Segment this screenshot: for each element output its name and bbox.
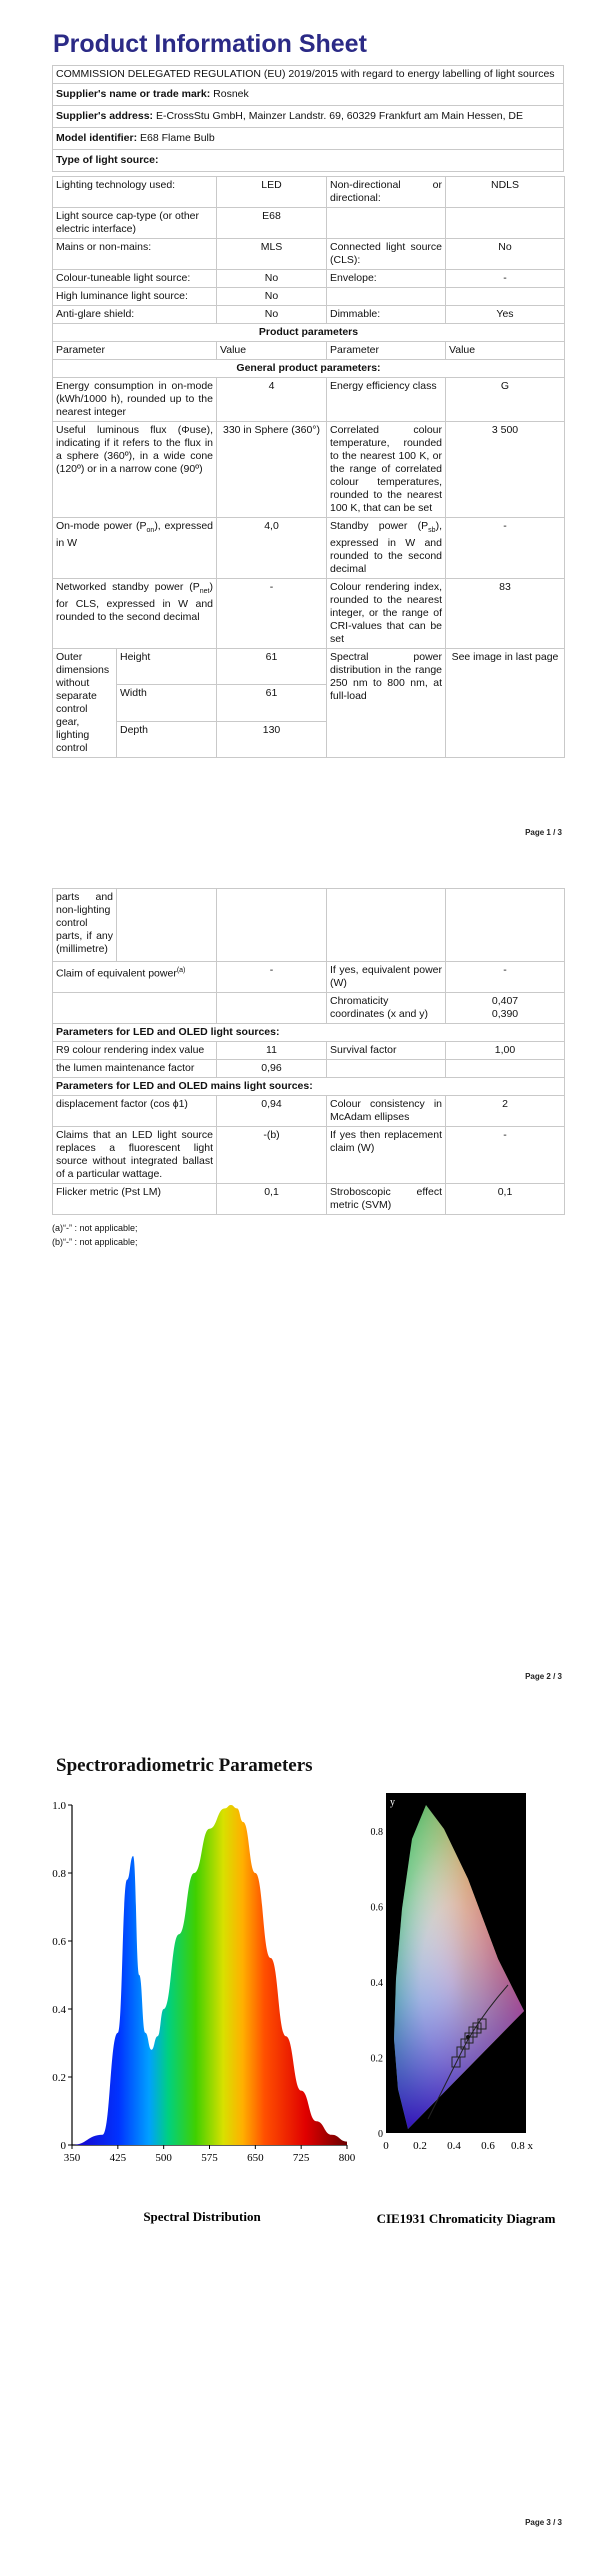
cct-value: 3 500 — [446, 422, 565, 518]
networked-standby-label: Networked standby power $(P_{net})$ for CLS, expressed in W and rounded to the second decimal — [53, 579, 217, 649]
cls-label: Connected light source (CLS): — [327, 239, 446, 270]
cie-x-tick-label: 0.2 — [413, 2140, 427, 2152]
equivalent-power-claim-label: Claim of equivalent power$^{(a)}$ — [53, 962, 217, 993]
cie-x-tick-label: 0.6 — [481, 2140, 495, 2152]
cie-x-tick-label: 0.4 — [447, 2140, 461, 2152]
model-identifier: E68 Flame Bulb — [140, 132, 215, 144]
supplier-name-label: Supplier's name or trade mark: — [56, 88, 211, 100]
spd-y-tick-label: 0.6 — [52, 1936, 66, 1948]
cie-y-tick-label: 0.8 — [370, 1826, 383, 1838]
spd-y-tick-label: 0.2 — [52, 2072, 66, 2084]
cri-value: 83 — [446, 579, 565, 649]
luminous-flux-label: Useful luminous flux (Φuse), indicating if it refers to the flux in a sphere (360º), in a wide cone (120º) or in a narrow cone (90º) — [53, 422, 217, 518]
equivalent-power-claim-value: - — [217, 962, 327, 993]
model-label: Model identifier: — [56, 132, 138, 144]
col-header-parameter: Parameter — [53, 342, 217, 360]
outer-dimensions-label: Outer dimensions without separate control gear, lighting control — [53, 649, 117, 758]
page-number-3: Page 3 / 3 — [525, 2518, 562, 2527]
type-label: Type of light source: — [53, 150, 564, 172]
replacement-claim-label: If yes then replacement claim (W) — [327, 1127, 446, 1184]
width-label: Width — [117, 685, 217, 721]
parameters-table — [52, 176, 565, 758]
directional-label: Non-directional or directional: — [327, 177, 446, 208]
parameters-table-continued — [52, 888, 565, 1215]
equivalent-power-label: If yes, equivalent power (W) — [327, 962, 446, 993]
page-number-2: Page 2 / 3 — [525, 1672, 562, 1681]
spectral-area — [72, 1805, 347, 2145]
col-header-parameter-2: Parameter — [327, 342, 446, 360]
spd-x-tick-label: 575 — [201, 2152, 218, 2164]
spd-y-tick-label: 0.8 — [52, 1868, 66, 1880]
standby-power-value: - — [446, 518, 565, 579]
spectral-distribution-chart — [52, 1789, 362, 2229]
depth-value: 130 — [217, 721, 327, 757]
colour-tuneable-value: No — [217, 270, 327, 288]
spectroradiometric-figure — [52, 1755, 564, 2235]
cie-y-tick-label: 0.4 — [370, 1977, 383, 1989]
dimmable-value: Yes — [446, 306, 565, 324]
directional-value: NDLS — [446, 177, 565, 208]
spd-x-tick-label: 425 — [109, 2152, 127, 2164]
spectral-distribution-value: See image in last page — [446, 649, 565, 758]
spd-x-tick-label: 650 — [247, 2152, 264, 2164]
r9-label: R9 colour rendering index value — [53, 1042, 217, 1060]
r9-value: 11 — [217, 1042, 327, 1060]
col-header-value-2: Value — [446, 342, 565, 360]
anti-glare-label: Anti-glare shield: — [53, 306, 217, 324]
high-luminance-value: No — [217, 288, 327, 306]
colour-consistency-value: 2 — [446, 1096, 565, 1127]
lumen-maintenance-value: 0,96 — [217, 1060, 327, 1078]
measured-point — [466, 2035, 470, 2039]
product-parameters-heading: Product parameters — [53, 324, 565, 342]
footnote-b: (b)“-” : not applicable; — [52, 1237, 138, 1247]
equivalent-power-value: - — [446, 962, 565, 993]
width-value: 61 — [217, 685, 327, 721]
general-parameters-heading: General product parameters: — [53, 360, 565, 378]
supplier-name: Rosnek — [213, 88, 249, 100]
cie-x-tick-label: 0.8 x — [511, 2140, 533, 2152]
supplier-table — [52, 65, 564, 172]
page-2 — [52, 888, 564, 1249]
footnotes — [52, 1221, 564, 1249]
cie-y-tick-label: 0.6 — [370, 1902, 383, 1914]
displacement-factor-label: displacement factor (cos ϕ1) — [53, 1096, 217, 1127]
outer-dimensions-label-cont: parts and non-lighting control parts, if any (millimetre) — [53, 889, 117, 962]
supplier-address-label: Supplier's address: — [56, 110, 154, 122]
cie-caption: CIE1931 Chromaticity Diagram — [376, 2211, 556, 2226]
led-parameters-heading: Parameters for LED and OLED light sources: — [53, 1024, 565, 1042]
mains-parameters-heading: Parameters for LED and OLED mains light sources: — [53, 1078, 565, 1096]
lumen-maintenance-label: the lumen maintenance factor — [53, 1060, 217, 1078]
colour-tuneable-label: Colour-tuneable light source: — [53, 270, 217, 288]
mains-label: Mains or non-mains: — [53, 239, 217, 270]
cap-type-label: Light source cap-type (or other electric interface) — [53, 208, 217, 239]
height-label: Height — [117, 649, 217, 685]
height-value: 61 — [217, 649, 327, 685]
envelope-label: Envelope: — [327, 270, 446, 288]
col-header-value: Value — [217, 342, 327, 360]
spd-x-tick-label: 500 — [155, 2152, 172, 2164]
high-luminance-label: High luminance light source: — [53, 288, 217, 306]
energy-consumption-label: Energy consumption in on-mode (kWh/1000 h), rounded up to the nearest integer — [53, 378, 217, 422]
spd-y-tick-label: 0.4 — [52, 2004, 66, 2016]
displacement-factor-value: 0,94 — [217, 1096, 327, 1127]
figure-title: Spectroradiometric Parameters — [56, 1755, 313, 1776]
cct-label: Correlated colour temperature, rounded to the nearest 100 K, or the range of correlated colour temperatures, rounded to the nearest 100 K, that can be set — [327, 422, 446, 518]
chromaticity-value: 0,407 0,390 — [446, 993, 565, 1024]
chromaticity-label: Chromaticity coordinates (x and y) — [327, 993, 446, 1024]
on-mode-power-label: On-mode power $(P_{on})$, expressed in W — [53, 518, 217, 579]
cie-y-label: y — [390, 1797, 395, 1808]
cri-label: Colour rendering index, rounded to the nearest integer, or the range of CRI-values that can be set — [327, 579, 446, 649]
cie-y-tick-label: 0 — [378, 2129, 383, 2140]
cie-y-tick-label: 0.2 — [370, 2053, 383, 2065]
energy-consumption-value: 4 — [217, 378, 327, 422]
spd-y-tick-label: 0 — [60, 2140, 66, 2152]
depth-label: Depth — [117, 721, 217, 757]
flicker-metric-value: 0,1 — [217, 1184, 327, 1215]
cie-chromaticity-chart — [368, 1789, 564, 2229]
regulation-text: COMMISSION DELEGATED REGULATION (EU) 2019/2015 with regard to energy labelling of light sources — [53, 66, 564, 84]
spd-y-tick-label: 1.0 — [52, 1800, 66, 1812]
cie-x-tick-label: 0 — [383, 2140, 389, 2152]
anti-glare-value: No — [217, 306, 327, 324]
flicker-metric-label: Flicker metric (Pst LM) — [53, 1184, 217, 1215]
spd-x-tick-label: 350 — [63, 2152, 81, 2164]
efficiency-class-label: Energy efficiency class — [327, 378, 446, 422]
survival-factor-label: Survival factor — [327, 1042, 446, 1060]
spd-x-tick-label: 800 — [338, 2152, 356, 2164]
survival-factor-value: 1,00 — [446, 1042, 565, 1060]
luminous-flux-value: 330 in Sphere (360°) — [217, 422, 327, 518]
envelope-value: - — [446, 270, 565, 288]
lighting-tech-label: Lighting technology used: — [53, 177, 217, 208]
footnote-a: (a)“-” : not applicable; — [52, 1223, 138, 1233]
page-1 — [52, 30, 564, 758]
replacement-claim-value: - — [446, 1127, 565, 1184]
fluorescent-claim-label: Claims that an LED light source replaces a fluorescent light source without integrated ballast of a particular wattage. — [53, 1127, 217, 1184]
supplier-address: E-CrossStu GmbH, Mainzer Landstr. 69, 60329 Frankfurt am Main Hessen, DE — [155, 110, 524, 122]
networked-standby-value: - — [217, 579, 327, 649]
page-title: Product Information Sheet — [53, 30, 367, 58]
efficiency-class-value: G — [446, 378, 565, 422]
lighting-tech-value: LED — [217, 177, 327, 208]
spd-x-tick-label: 725 — [292, 2152, 310, 2164]
on-mode-power-value: 4,0 — [217, 518, 327, 579]
page-number-1: Page 1 / 3 — [525, 828, 562, 837]
dimmable-label: Dimmable: — [327, 306, 446, 324]
spectral-caption: Spectral Distribution — [143, 2209, 261, 2224]
svm-value: 0,1 — [446, 1184, 565, 1215]
fluorescent-claim-value: -(b) — [217, 1127, 327, 1184]
svm-label: Stroboscopic effect metric (SVM) — [327, 1184, 446, 1215]
cap-type-value: E68 — [217, 208, 327, 239]
spectral-distribution-label: Spectral power distribution in the range 250 nm to 800 nm, at full-load — [327, 649, 446, 758]
cls-value: No — [446, 239, 565, 270]
mains-value: MLS — [217, 239, 327, 270]
standby-power-label: Standby power $(P_{sb})$, expressed in W and rounded to the second decimal — [327, 518, 446, 579]
colour-consistency-label: Colour consistency in McAdam ellipses — [327, 1096, 446, 1127]
